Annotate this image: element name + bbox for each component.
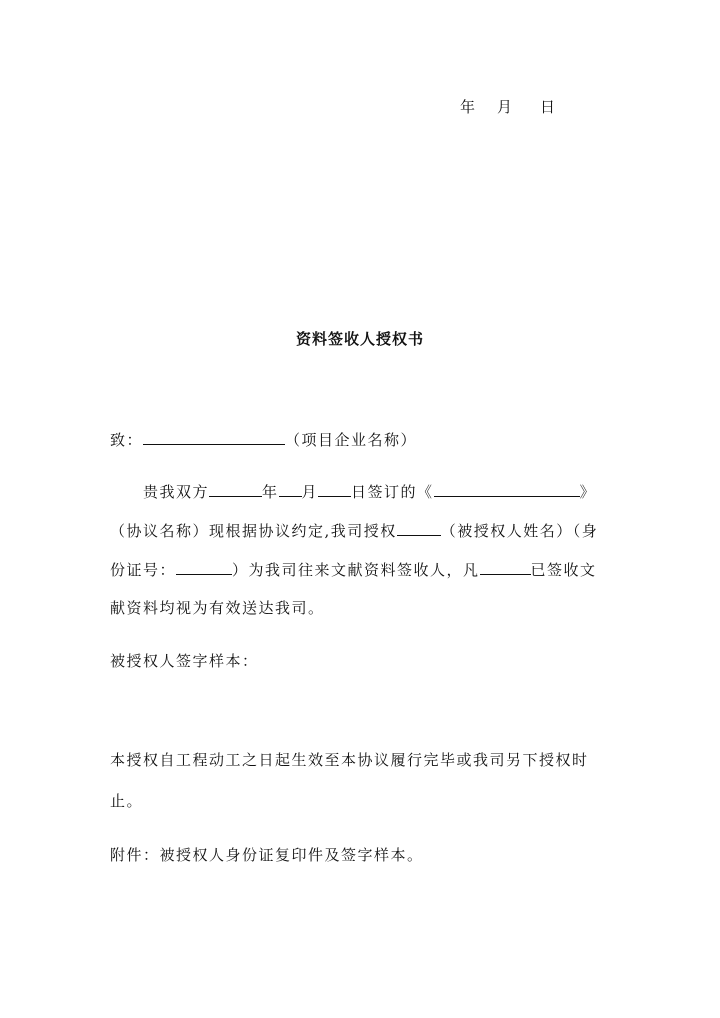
grantee-name-blank xyxy=(397,520,441,536)
body-line-4: 献资料均视为有效送达我司。 xyxy=(110,599,325,617)
date-line xyxy=(460,97,555,117)
company-name-blank xyxy=(143,429,285,445)
date-year: 年 xyxy=(460,98,476,116)
document-title: 资料签收人授权书 xyxy=(295,330,424,348)
id-number-blank xyxy=(176,559,232,575)
body-line1-signed: 日签订的《 xyxy=(351,483,434,501)
body-line1-month: 月 xyxy=(301,483,319,501)
agreement-name-blank xyxy=(434,481,580,497)
body-line-3 xyxy=(110,559,597,580)
body-line2-end: （被授权人姓名）（身 xyxy=(440,522,599,540)
validity-line-2: 止。 xyxy=(110,792,144,810)
day-blank xyxy=(318,481,351,497)
body-line1-end: 》 xyxy=(579,483,597,501)
signature-sample-label: 被授权人签字样本： xyxy=(110,652,259,670)
body-line2-start: （协议名称）现根据协议约定,我司授权 xyxy=(110,522,397,540)
body-line1-start: 贵我双方 xyxy=(143,483,210,501)
year-blank xyxy=(209,481,262,497)
body-line3-end: 已签收文 xyxy=(530,561,597,579)
date-day: 日 xyxy=(540,98,556,116)
body-line3-start: 份证号： xyxy=(110,561,177,579)
body-line3-mid: ）为我司往来文献资料签收人，凡 xyxy=(232,561,480,579)
body-line-2 xyxy=(110,520,598,541)
signer-blank xyxy=(480,559,531,575)
validity-line-1: 本授权自工程动工之日起生效至本协议履行完毕或我司另下授权时 xyxy=(110,751,589,769)
addressee-prefix: 致： xyxy=(110,431,144,449)
body-line-1 xyxy=(143,481,596,502)
addressee-line xyxy=(110,429,417,450)
date-month: 月 xyxy=(497,98,513,116)
month-blank xyxy=(279,481,302,497)
addressee-suffix: （项目企业名称） xyxy=(285,431,418,449)
body-line1-year: 年 xyxy=(262,483,279,501)
attachment-note: 附件：被授权人身份证复印件及签字样本。 xyxy=(110,846,424,864)
